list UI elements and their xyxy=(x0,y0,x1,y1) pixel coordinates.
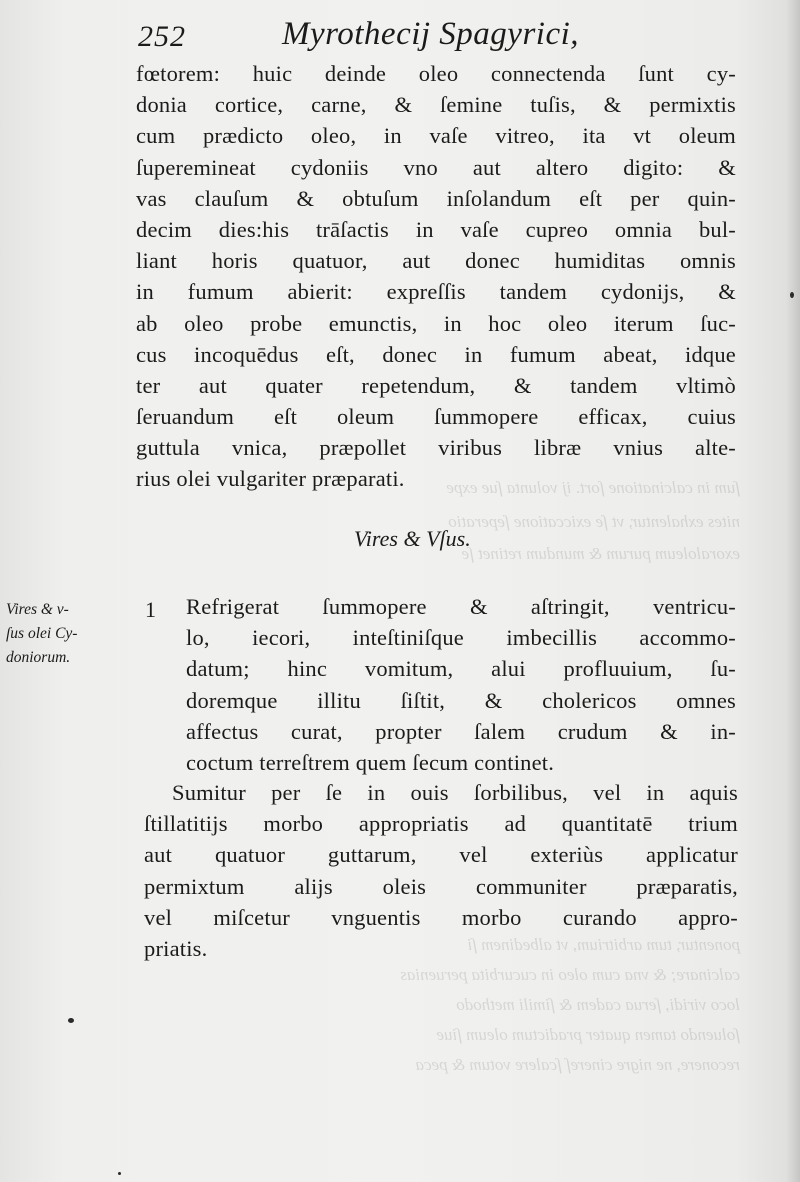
margin-note-line: ſus olei Cy- xyxy=(6,625,78,642)
ink-speck xyxy=(790,292,794,298)
text-line: ter aut quater repetendum, & tandem vltimò xyxy=(136,372,736,398)
text-line: cus incoquēdus eſt, donec in fumum abeat, idque xyxy=(136,341,736,367)
text-line: vas clauſum & obtuſum inſolandum eſt per quin- xyxy=(136,185,736,211)
text-line: decim dies:his trāſactis in vaſe cupreo omnia bul- xyxy=(136,216,736,242)
text-line: guttula vnica, præpollet viribus libræ vnius alte- xyxy=(136,435,736,461)
running-title: Myrothecij Spagyrici, xyxy=(282,16,580,52)
text-line: Sumitur per ſe in ouis ſorbilibus, vel in aquis xyxy=(172,780,738,805)
page-edge-shadow xyxy=(786,0,800,1182)
ink-speck xyxy=(118,1172,121,1175)
text-line: liant horis quatuor, aut donec humiditas omnis xyxy=(136,248,736,274)
text-line: aut quatuor guttarum, vel exteriùs applicatur xyxy=(144,842,738,868)
margin-note-line: doniorum. xyxy=(6,649,71,666)
show-through-text: ſum in calcinatione ſort. ij volunta ſue expe xyxy=(446,478,740,497)
show-through-text: ponentur, tum arbitrium, vt albedinem ſi xyxy=(467,935,740,954)
text-line: coctum terreſtrem quem ſecum continet. xyxy=(186,749,555,775)
show-through-text: reconere, ne nigre cinereſ ſcalere votum & peca xyxy=(415,1055,740,1074)
show-through-text: loco viridi, ſerua cadem & ſimili methodo xyxy=(456,995,740,1014)
text-line: lo, iecori, inteſtiniſque imbecillis accommo- xyxy=(186,625,736,651)
text-line: permixtum alijs oleis communiter præparatis, xyxy=(144,873,738,899)
text-line: rius olei vulgariter præparati. xyxy=(136,466,405,492)
text-line: priatis. xyxy=(144,935,208,961)
text-line: ſuperemineat cydoniis vno aut altero digito: & xyxy=(136,154,736,180)
margin-note xyxy=(6,598,126,670)
text-line: ab oleo probe emunctis, in hoc oleo iterum ſuc- xyxy=(136,310,736,336)
text-line: doremque illitu ſiſtit, & cholericos omnes xyxy=(186,687,736,713)
text-line: affectus curat, propter ſalem crudum & in- xyxy=(186,718,736,744)
page-number: 252 xyxy=(138,20,186,53)
ink-speck xyxy=(68,1018,74,1023)
text-line: vel miſcetur vnguentis morbo curando appro- xyxy=(144,904,738,930)
text-line: Refrigerat ſummopere & aſtringit, ventricu- xyxy=(186,594,736,619)
margin-note-line: Vires & v- xyxy=(6,601,69,618)
item-paragraph xyxy=(186,591,736,778)
body-text xyxy=(136,58,736,495)
usage-paragraph xyxy=(144,777,738,964)
text-line: ſtillatitijs morbo appropriatis ad quantitatē trium xyxy=(144,811,738,837)
text-line: donia cortice, carne, & ſemine tuſis, & permixtis xyxy=(136,92,736,118)
text-line: cum prædicto oleo, in vaſe vitreo, ita vt oleum xyxy=(136,123,736,149)
text-line: datum; hinc vomitum, alui profluuium, ſu- xyxy=(186,656,736,682)
item-number: 1 xyxy=(145,597,156,622)
show-through-text: calcinare; & vna cum oleo in cucurbita peruenias xyxy=(400,965,740,984)
show-through-text: exoraloleum purum & mundum retinet ſe xyxy=(461,544,740,563)
text-line: ſeruandum eſt oleum ſummopere efficax, cuius xyxy=(136,404,736,430)
section-heading: Vires & Vſus. xyxy=(354,526,471,551)
text-line: in fumum abierit: expreſſis tandem cydonijs, & xyxy=(136,279,736,305)
text-line: fœtorem: huic deinde oleo connectenda ſunt cy- xyxy=(136,61,736,86)
show-through-text: ſoluendo tamen quater pradictum oleum ſiue xyxy=(436,1025,740,1044)
show-through-text: nites exhalentur, vt ſe exiccatione ſeperatio xyxy=(448,512,740,531)
